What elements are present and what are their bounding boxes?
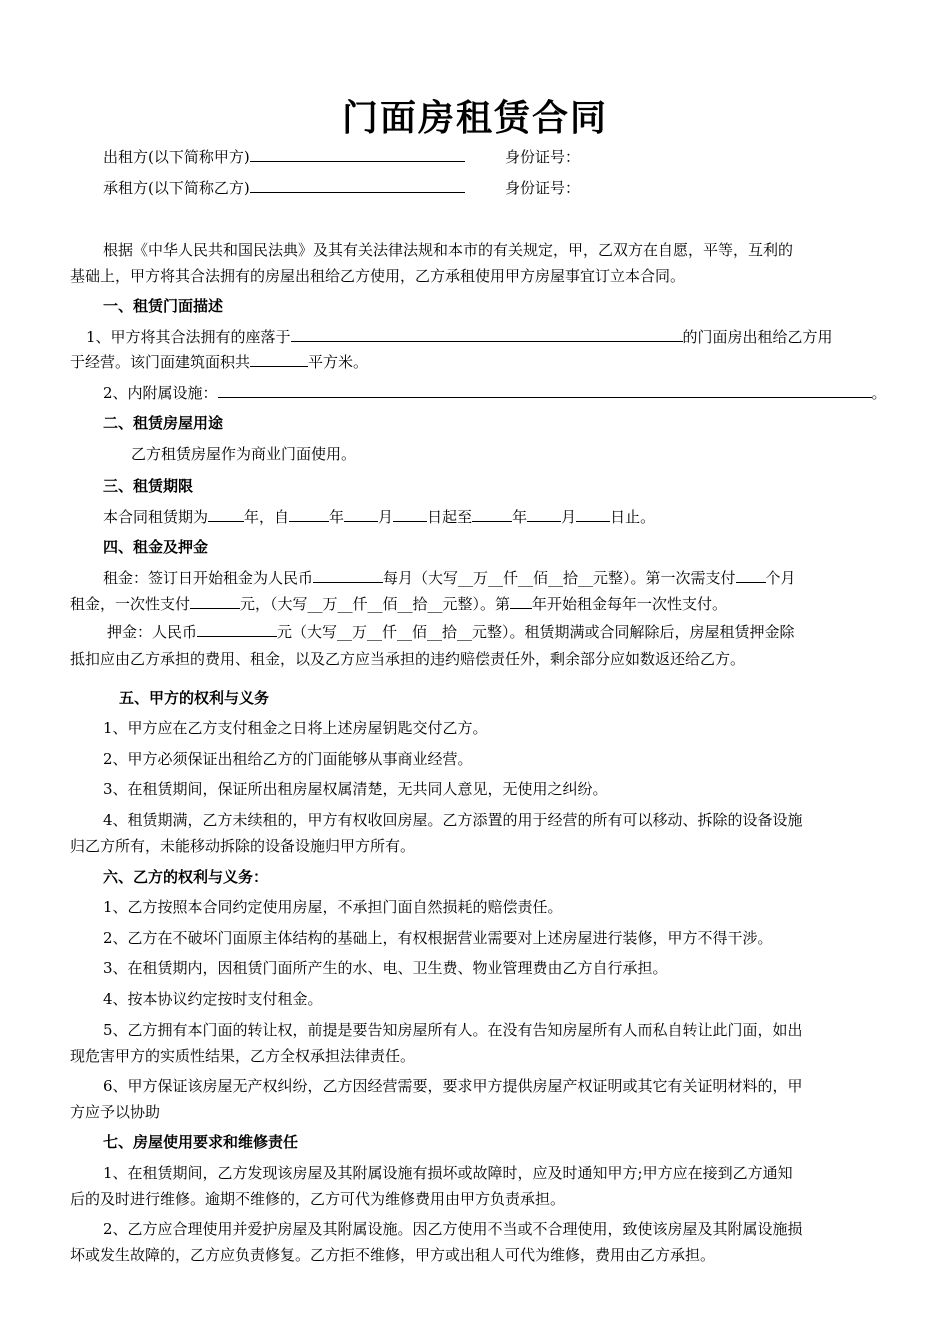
lessee-id-label: 身份证号： bbox=[505, 179, 581, 197]
page-title: 门面房租赁合同 bbox=[341, 98, 608, 139]
section-7-heading: 七、房屋使用要求和维修责任 bbox=[103, 1133, 299, 1151]
s1-clause-2 bbox=[103, 383, 887, 403]
section-3-heading: 三、租赁期限 bbox=[103, 477, 194, 495]
deposit-text-b: 元（大写__万__仟__佰__拾__元整）。租赁期满或合同解除后，房屋租赁押金除 bbox=[277, 623, 795, 641]
s3-text-b: 年，自 bbox=[244, 508, 290, 526]
s7-clause-2-line-1: 2、乙方应合理使用并爱护房屋及其附属设施。因乙方使用不当或不合理使用，致使该房屋及其附属设施损 bbox=[103, 1220, 803, 1238]
start-month-blank bbox=[344, 507, 378, 522]
year-blank bbox=[510, 594, 532, 609]
s6-clause-3: 3、在租赁期内，因租赁门面所产生的水、电、卫生费、物业管理费由乙方自行承担。 bbox=[103, 959, 668, 977]
s6-clause-6-line-2: 方应予以协助 bbox=[70, 1103, 161, 1121]
s1-clause-2-end: 。 bbox=[871, 384, 887, 402]
location-blank bbox=[291, 327, 683, 342]
s5-clause-1: 1、甲方应在乙方支付租金之日将上述房屋钥匙交付乙方。 bbox=[103, 719, 488, 737]
s1-clause-1-text-a: 1、甲方将其合法拥有的座落于 bbox=[86, 328, 291, 346]
s3-text-d: 月 bbox=[378, 508, 394, 526]
s6-clause-5-line-2: 现危害甲方的实质性结果，乙方全权承担法律责任。 bbox=[70, 1047, 416, 1065]
s6-clause-2: 2、乙方在不破坏门面原主体结构的基础上，有权根据营业需要对上述房屋进行装修，甲方不得干涉。 bbox=[103, 929, 773, 947]
rent-line-1 bbox=[103, 568, 796, 588]
lessor-line bbox=[103, 147, 465, 167]
lessee-label: 承租方(以下简称乙方) bbox=[103, 179, 250, 197]
s1-clause-1-text-b: 的门面房出租给乙方用 bbox=[682, 328, 833, 346]
s1-clause-1-text-c: 于经营。该门面建筑面积共 bbox=[70, 353, 251, 371]
s5-clause-3: 3、在租赁期间，保证所出租房屋权属清楚，无共同人意见，无使用之纠纷。 bbox=[103, 780, 608, 798]
lessee-blank bbox=[250, 178, 465, 193]
section-5-heading: 五、甲方的权利与义务 bbox=[119, 689, 270, 707]
section-2-heading: 二、租赁房屋用途 bbox=[103, 414, 224, 432]
lessee-line bbox=[103, 178, 465, 198]
lessor-id-label: 身份证号： bbox=[505, 148, 581, 166]
deposit-line-2: 抵扣应由乙方承担的费用、租金，以及乙方应当承担的违约赔偿责任外，剩余部分应如数返还给乙方。 bbox=[70, 650, 746, 668]
deposit-line-1 bbox=[107, 622, 795, 642]
s7-clause-1-line-2: 后的及时进行维修。逾期不维修的，乙方可代为维修费用由甲方负责承担。 bbox=[70, 1190, 566, 1208]
s6-clause-4: 4、按本协议约定按时支付租金。 bbox=[103, 990, 323, 1008]
s5-clause-4-line-2: 归乙方所有，未能移动拆除的设备设施归甲方所有。 bbox=[70, 837, 416, 855]
rent-text-f: 年开始租金每年一次性支付。 bbox=[532, 595, 728, 613]
s3-text-g: 月 bbox=[561, 508, 577, 526]
s7-clause-2-line-2: 坏或发生故障的，乙方应负责修复。乙方拒不维修，甲方或出租人可代为维修，费用由乙方承担。 bbox=[70, 1246, 716, 1264]
s6-clause-1: 1、乙方按照本合同约定使用房屋，不承担门面自然损耗的赔偿责任。 bbox=[103, 898, 563, 916]
s1-clause-2-text: 2、内附属设施： bbox=[103, 384, 218, 402]
end-day-blank bbox=[576, 507, 610, 522]
section-6-heading: 六、乙方的权利与义务： bbox=[103, 868, 269, 886]
rent-line-2 bbox=[70, 594, 727, 614]
end-year-blank bbox=[472, 507, 512, 522]
lessor-label: 出租方(以下简称甲方) bbox=[103, 148, 250, 166]
s3-text-c: 年 bbox=[329, 508, 345, 526]
s5-clause-2: 2、甲方必须保证出租给乙方的门面能够从事商业经营。 bbox=[103, 750, 473, 768]
area-blank bbox=[250, 352, 308, 367]
s1-clause-1-line-2 bbox=[70, 352, 368, 372]
s7-clause-1-line-1: 1、在租赁期间，乙方发现该房屋及其附属设施有损坏或故障时，应及时通知甲方;甲方应在接到乙方通知 bbox=[103, 1164, 793, 1182]
term-years-blank bbox=[208, 507, 244, 522]
rent-amount-blank bbox=[313, 568, 383, 583]
section-4-heading: 四、租金及押金 bbox=[103, 538, 209, 556]
rent-text-c: 个月 bbox=[765, 569, 796, 587]
rent-text-d: 租金，一次性支付 bbox=[70, 595, 191, 613]
start-year-blank bbox=[289, 507, 329, 522]
facilities-blank bbox=[218, 383, 872, 398]
rent-text-a: 租金：签订日开始租金为人民币 bbox=[103, 569, 314, 587]
s3-text-a: 本合同租赁期为 bbox=[103, 508, 209, 526]
s2-text: 乙方租赁房屋作为商业门面使用。 bbox=[131, 445, 357, 463]
s3-text-f: 年 bbox=[512, 508, 528, 526]
s3-text-e: 日起至 bbox=[427, 508, 473, 526]
rent-text-e: 元，（大写__万__仟__佰__拾__元整）。第 bbox=[240, 595, 511, 613]
s3-text-h: 日止。 bbox=[610, 508, 656, 526]
start-day-blank bbox=[393, 507, 427, 522]
first-payment-blank bbox=[190, 594, 240, 609]
rent-text-b: 每月（大写__万__仟__佰__拾__元整）。第一次需支付 bbox=[383, 569, 736, 587]
preamble-line-2: 基础上，甲方将其合法拥有的房屋出租给乙方使用，乙方承租使用甲方房屋事宜订立本合同。 bbox=[70, 267, 686, 285]
s1-clause-1-line-1 bbox=[86, 327, 833, 347]
lessor-blank bbox=[250, 147, 465, 162]
deposit-amount-blank bbox=[197, 622, 277, 637]
preamble-line-1: 根据《中华人民共和国民法典》及其有关法律法规和本市的有关规定，甲，乙双方在自愿，平等，互利的 bbox=[103, 241, 794, 259]
s6-clause-6-line-1: 6、甲方保证该房屋无产权纠纷，乙方因经营需要，要求甲方提供房屋产权证明或其它有关证明材料的，甲 bbox=[103, 1077, 803, 1095]
s5-clause-4-line-1: 4、租赁期满，乙方未续租的，甲方有权收回房屋。乙方添置的用于经营的所有可以移动、拆除的设备设施 bbox=[103, 811, 803, 829]
first-months-blank bbox=[736, 568, 766, 583]
s3-term-line bbox=[103, 507, 655, 527]
s6-clause-5-line-1: 5、乙方拥有本门面的转让权，前提是要告知房屋所有人。在没有告知房屋所有人而私自转让此门面，如出 bbox=[103, 1021, 803, 1039]
s1-clause-1-text-d: 平方米。 bbox=[308, 353, 369, 371]
deposit-text-a: 押金：人民币 bbox=[107, 623, 198, 641]
section-1-heading: 一、租赁门面描述 bbox=[103, 297, 224, 315]
end-month-blank bbox=[527, 507, 561, 522]
